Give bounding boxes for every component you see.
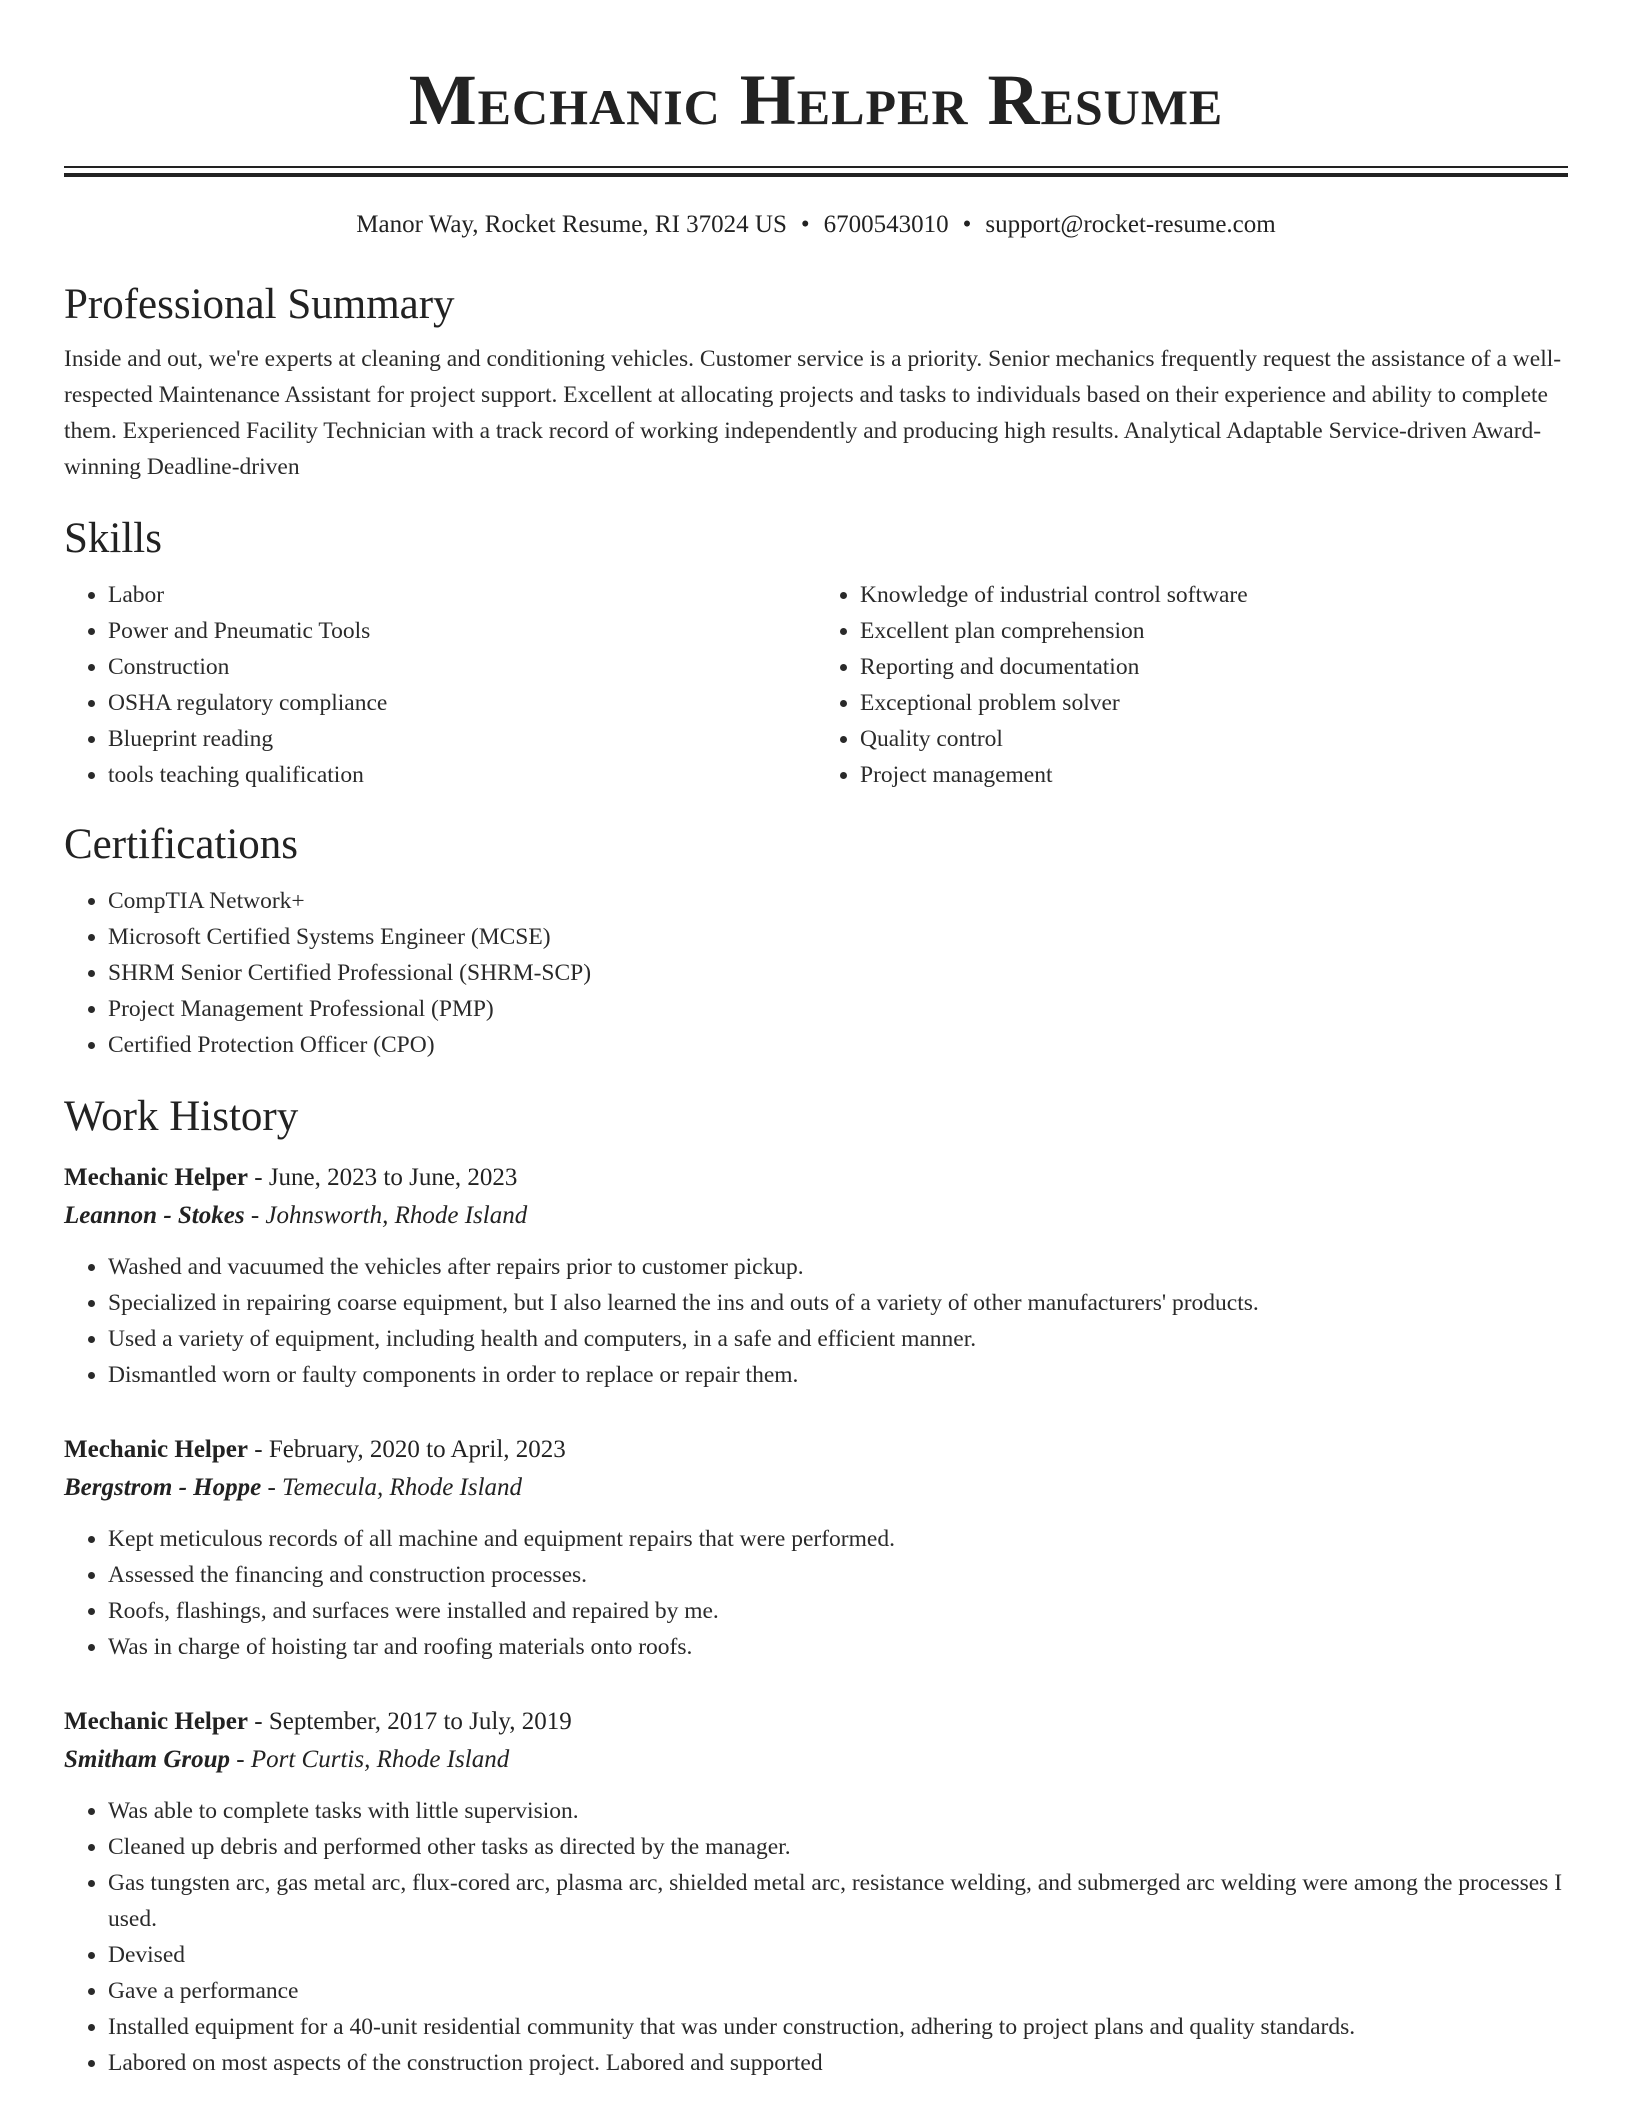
job-title-line: Mechanic Helper - September, 2017 to July, 2019 xyxy=(64,1708,572,1735)
job-bullet: • Dismantled worn or faulty components in order to replace or repair them. xyxy=(108,1357,1568,1393)
certification-item: • SHRM Senior Certified Professional (SHRM-SCP) xyxy=(108,955,1568,991)
work-history-section xyxy=(64,1091,1568,2081)
contact-separator: • xyxy=(800,211,810,238)
job-title-line: Mechanic Helper - June, 2023 to June, 2023 xyxy=(64,1164,518,1191)
contact-line xyxy=(64,209,1568,241)
job-bullet: • Kept meticulous records of all machine and equipment repairs that were performed. xyxy=(108,1521,1568,1557)
skill-item: • Exceptional problem solver xyxy=(860,685,1568,721)
skill-item: • Construction xyxy=(108,649,816,685)
job-title-line: Mechanic Helper - February, 2020 to April, 2023 xyxy=(64,1436,566,1463)
skill-item: • Quality control xyxy=(860,721,1568,757)
job-entry xyxy=(64,1159,1568,1393)
job-bullet: • Used a variety of equipment, including health and computers, in a safe and efficient manner. xyxy=(108,1321,1568,1357)
certifications-section xyxy=(64,819,1568,1063)
skill-item: • Reporting and documentation xyxy=(860,649,1568,685)
job-bullet: • Washed and vacuumed the vehicles after repairs prior to customer pickup. xyxy=(108,1249,1568,1285)
summary-section xyxy=(64,279,1568,485)
job-bullet: • Gave a performance xyxy=(108,1973,1568,2009)
job-company: Smitham Group xyxy=(64,1746,231,1773)
job-bullets xyxy=(64,1521,1568,1665)
job-bullet: • Was in charge of hoisting tar and roofing materials onto roofs. xyxy=(108,1629,1568,1665)
job-entry xyxy=(64,1703,1568,2081)
skill-item: • OSHA regulatory compliance xyxy=(108,685,816,721)
job-company: Leannon - Stokes xyxy=(64,1202,245,1229)
skills-heading: Skills xyxy=(64,515,162,562)
skill-item: • Power and Pneumatic Tools xyxy=(108,613,816,649)
skill-item: • Labor xyxy=(108,577,816,613)
skill-item: • Knowledge of industrial control software xyxy=(860,577,1568,613)
job-bullet: • Was able to complete tasks with little supervision. xyxy=(108,1793,1568,1829)
work-history-heading: Work History xyxy=(64,1093,299,1140)
job-bullets xyxy=(64,1249,1568,1393)
job-company-line: Bergstrom - Hoppe - Temecula, Rhode Island xyxy=(64,1474,523,1501)
contact-separator: • xyxy=(962,211,972,238)
job-title: Mechanic Helper xyxy=(64,1164,248,1191)
job-location: Johnsworth, Rhode Island xyxy=(265,1202,528,1229)
job-bullet: • Specialized in repairing coarse equipment, but I also learned the ins and outs of a variety of other manufacturers' products. xyxy=(108,1285,1568,1321)
job-bullet: • Gas tungsten arc, gas metal arc, flux-cored arc, plasma arc, shielded metal arc, resistance welding, and submerged arc welding were among the processes I used. xyxy=(108,1865,1568,1937)
page-title: Mechanic Helper Resume xyxy=(408,60,1224,140)
summary-text: Inside and out, we're experts at cleaning and conditioning vehicles. Customer service is a priority. Senior mechanics frequently request the assistance of a well-respected Maintenance Assistant for project support. Excellent at allocating projects and tasks to individuals based on their experience and ability to complete them. Experienced Facility Technician with a track record of working independently and producing high results. Analytical Adaptable Service-driven Award-winning Deadline-driven xyxy=(64,346,1562,480)
summary-heading: Professional Summary xyxy=(64,281,455,328)
skills-list-left xyxy=(64,577,816,793)
skill-item: • Project management xyxy=(860,757,1568,793)
job-dates: September, 2017 to July, 2019 xyxy=(268,1708,572,1735)
skill-item: • tools teaching qualification xyxy=(108,757,816,793)
job-company: Bergstrom - Hoppe xyxy=(64,1474,262,1501)
certification-item: • CompTIA Network+ xyxy=(108,883,1568,919)
certification-item: • Microsoft Certified Systems Engineer (MCSE) xyxy=(108,919,1568,955)
job-location: Temecula, Rhode Island xyxy=(282,1474,523,1501)
skill-item: • Blueprint reading xyxy=(108,721,816,757)
job-location: Port Curtis, Rhode Island xyxy=(250,1746,510,1773)
skills-section xyxy=(64,513,1568,793)
contact-address: Manor Way, Rocket Resume, RI 37024 US xyxy=(356,211,787,238)
job-company-line: Leannon - Stokes - Johnsworth, Rhode Island xyxy=(64,1202,528,1229)
job-entry xyxy=(64,1431,1568,1665)
job-company-line: Smitham Group - Port Curtis, Rhode Island xyxy=(64,1746,510,1773)
job-bullet: • Assessed the financing and construction processes. xyxy=(108,1557,1568,1593)
title-divider xyxy=(64,166,1568,177)
job-title: Mechanic Helper xyxy=(64,1708,248,1735)
job-bullet: • Installed equipment for a 40-unit residential community that was under construction, adhering to project plans and quality standards. xyxy=(108,2009,1568,2045)
job-title: Mechanic Helper xyxy=(64,1436,248,1463)
certifications-heading: Certifications xyxy=(64,821,299,868)
job-bullet: • Devised xyxy=(108,1937,1568,1973)
skill-item: • Excellent plan comprehension xyxy=(860,613,1568,649)
job-bullet: • Labored on most aspects of the construction project. Labored and supported xyxy=(108,2045,1568,2081)
job-dates: February, 2020 to April, 2023 xyxy=(268,1436,566,1463)
certifications-list xyxy=(64,883,1568,1063)
contact-phone: 6700543010 xyxy=(823,211,949,238)
skills-list-right xyxy=(816,577,1568,793)
job-dates: June, 2023 to June, 2023 xyxy=(268,1164,518,1191)
certification-item: • Project Management Professional (PMP) xyxy=(108,991,1568,1027)
job-bullet: • Cleaned up debris and performed other tasks as directed by the manager. xyxy=(108,1829,1568,1865)
contact-email: support@rocket-resume.com xyxy=(985,211,1276,238)
certification-item: • Certified Protection Officer (CPO) xyxy=(108,1027,1568,1063)
job-bullet: • Roofs, flashings, and surfaces were installed and repaired by me. xyxy=(108,1593,1568,1629)
job-bullets xyxy=(64,1793,1568,2081)
